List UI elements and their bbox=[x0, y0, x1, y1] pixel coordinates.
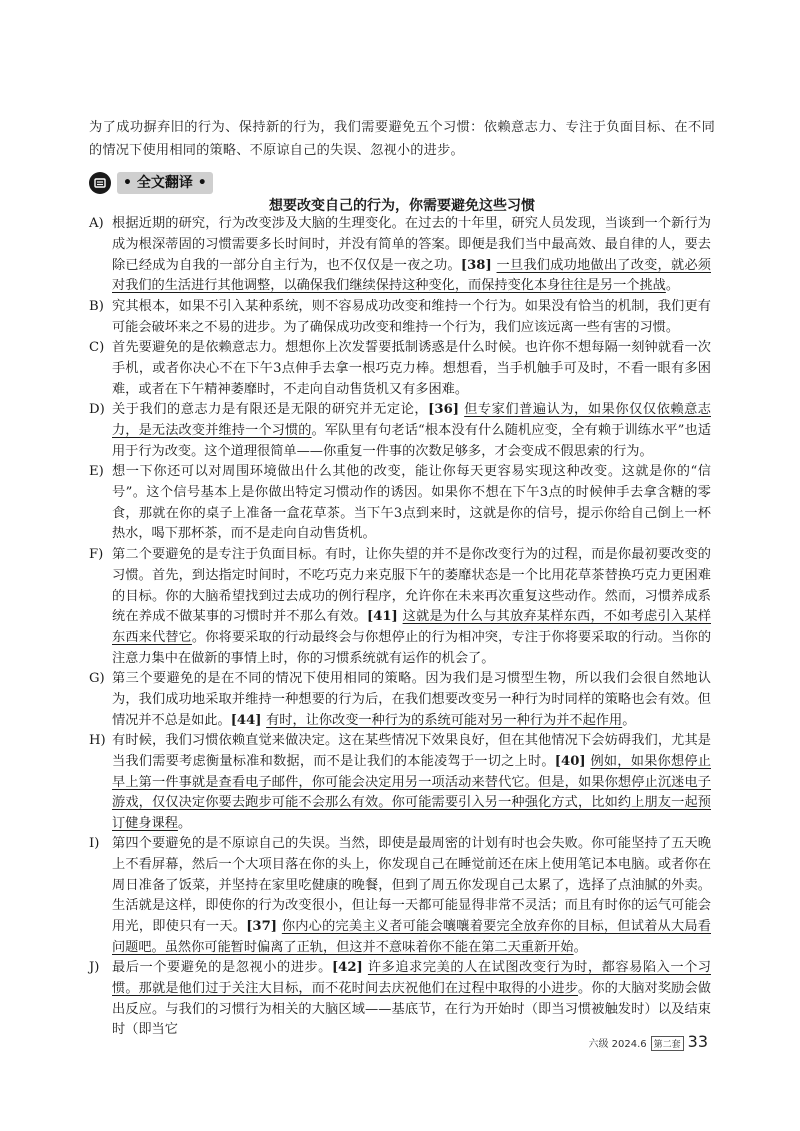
text-segment: 究其根本，如果不引入某种系统，则不容易成功改变和维持一个行为。如果没有恰当的机制，我们更有可能会破坏来之不易的进步。为了确保成功改变和维持一个行为，我们应该远离一些有害的习惯。 bbox=[112, 299, 711, 335]
question-number: [42] bbox=[331, 960, 368, 975]
paragraph-letter: E) bbox=[89, 464, 104, 479]
question-number: [41] bbox=[366, 609, 403, 625]
paragraph bbox=[89, 400, 711, 462]
underlined-answer: 但专家们普遍认为，如果你仅仅依赖意志力，是无法改变并维持一个习惯的 bbox=[112, 402, 711, 438]
underlined-answer: 例如，如果你想停止早上第一件事就是查看电子邮件，你可能会决定用另一项活动来替代它。但是，如果你想停止沉迷电子游戏，仅仅决定你要去跑步可能不会那么有效。你可能需要引入另一种强化方式，比如约上朋友一起预订健身课程 bbox=[112, 753, 711, 832]
page-number: 33 bbox=[687, 1032, 708, 1051]
paragraph bbox=[89, 669, 711, 731]
paragraph-letter: A) bbox=[89, 216, 104, 231]
question-number: [36] bbox=[428, 402, 465, 417]
paragraph bbox=[89, 338, 711, 400]
question-number: [44] bbox=[230, 712, 267, 728]
paragraph-letter: D) bbox=[89, 402, 105, 417]
paragraph-text bbox=[112, 462, 711, 545]
paragraph-text bbox=[112, 297, 711, 339]
text-segment: 第四个要避免的是不原谅自己的失误。当然，即使是最周密的计划有时也会失败。你可能坚持了五天晚上不看屏幕，然后一个大项目落在你的头上，你发现自己在睡觉前还在床上使用笔记本电脑。或者你在周日准备了饭菜，并坚持在家里吃健康的晚餐，但到了周五你发现自己太累了，选择了点油腻的外卖。生活就是这样，即使你的行为改变很小，但让每一天都可能显得非常不灵活；而且有时你的运气可能会用光，即使只有一天。 bbox=[112, 836, 711, 935]
text-segment: 。 bbox=[177, 816, 192, 832]
text-segment: 。军队里有句老话“根本没有什么随机应变，全有赖于训练水平”也适用于行为改变。这个道理很简单——你重复一件事的次数足够多，才会变成不假思索的行为。 bbox=[112, 422, 712, 459]
underlined-answer: 许多追求完美的人在试图改变行为时，都容易陷入一个习惯。那就是他们过于关注大目标，而不花时间去庆祝他们在过程中取得的小进步 bbox=[112, 960, 711, 996]
intro-paragraph: 为了成功摒弃旧的行为、保持新的行为，我们需要避免五个习惯：依赖意志力、专注于负面目标、在不同的情况下使用相同的策略、不原谅自己的失误、忽视小的进步。 bbox=[89, 120, 715, 158]
paragraph-text bbox=[112, 214, 711, 297]
text-segment: 最后一个要避免的是忽视小的进步。 bbox=[112, 960, 332, 975]
text-segment: 想一下你还可以对周围环境做出什么其他的改变，能让你每天更容易实现这种改变。这就是你的“信号”。这个信号基本上是你做出特定习惯动作的诱因。如果你不想在下午3点的时候伸手去拿含糖的零食，那就在你的桌子上准备一盒花草茶。当下午3点到来时，这就是你的信号，提示你给自己倒上一杯热水，喝下那杯茶，而不是走向自动售货机。 bbox=[112, 464, 711, 542]
text-segment: 关于我们的意志力是有限还是无限的研究并无定论， bbox=[112, 402, 429, 417]
underlined-answer: 一旦我们成功地做出了改变，就必须对我们的生活进行其他调整，以确保我们继续保持这种变化，而保持变化本身往往是另一个挑战 bbox=[112, 257, 711, 294]
question-number: [38] bbox=[460, 257, 497, 273]
paragraph bbox=[89, 958, 711, 1041]
paragraph bbox=[89, 545, 711, 670]
underlined-answer: 你内心的完美主义者可能会嚷嚷着要完全放弃你的目标，但试着从大局看问题吧。虽然你可能暂时偏离了正轨，但这并不意味着你不能在第二天重新开始 bbox=[112, 919, 711, 955]
underlined-answer: 这就是为什么与其放弃某样东西，不如考虑引入某样东西来代替它 bbox=[112, 609, 711, 646]
text-segment: 根据近期的研究，行为改变涉及大脑的生理变化。在过去的十年里，研究人员发现，当谈到一个新行为成为根深蒂固的习惯需要多长时间时，并没有简单的答案。即便是我们当中最高效、最自律的人，要去除已经成为自我的一部分自主行为，也不仅仅是一夜之功。 bbox=[112, 216, 711, 273]
article-title: 想要改变自己的行为，你需要避免这些习惯 bbox=[269, 198, 535, 214]
question-number: [40] bbox=[554, 753, 591, 769]
text-segment: 。 bbox=[665, 278, 680, 294]
paragraph bbox=[89, 297, 711, 339]
paragraph-letter: I) bbox=[89, 836, 100, 851]
paragraph-letter: H) bbox=[89, 733, 106, 748]
paragraph-letter: G) bbox=[89, 671, 105, 686]
paragraph bbox=[89, 834, 711, 959]
section-header bbox=[89, 170, 213, 196]
book-icon bbox=[93, 176, 107, 190]
text-segment: 有时候，我们习惯依赖直觉来做决定。这在某些情况下效果良好，但在其他情况下会妨碍我们，尤其是当我们需要考虑衡量标准和数据，而不是让我们的本能凌驾于一切之上时。 bbox=[112, 733, 711, 769]
text-segment: 。 bbox=[573, 939, 587, 955]
paragraph-text bbox=[112, 731, 711, 835]
paragraph-text bbox=[112, 338, 711, 400]
text-segment: 首先要避免的是依赖意志力。想想你上次发誓要抵制诱惑是什么时候。也许你不想每隔一刻钟就看一次手机，或者你决心不在下午3点伸手去拿一根巧克力棒。想想看，当手机触手可及时，不看一眼有多困难，或者在下午精神萎靡时，不走向自动售货机又有多困难。 bbox=[112, 340, 711, 397]
circle-bullet-icon bbox=[89, 172, 111, 194]
paragraph-letter: F) bbox=[89, 547, 104, 562]
paragraph-text bbox=[112, 958, 711, 1041]
footer-column: 第二套 bbox=[651, 1036, 684, 1051]
paragraph-text bbox=[112, 669, 711, 731]
paragraph bbox=[89, 214, 711, 297]
paragraph-letter: C) bbox=[89, 340, 105, 355]
text-segment: 第二个要避免的是专注于负面目标。有时，让你失望的并不是你改变行为的过程，而是你最初要改变的习惯。首先，到达指定时间时，不吃巧克力来克服下午的萎靡状态是一个比用花草茶替换巧克力更困难的目标。你的大脑希望找到过去成功的例行程序，允许你在未来再次重复这些动作。然而，习惯养成系统在养成不做某事的习惯时并不那么有效。 bbox=[112, 547, 711, 625]
text-segment: 。你将要采取的行动最终会与你想停止的行为相冲突，专注于你将要采取的行动。当你的注意力集中在做新的事情上时，你的习惯系统就有运作的机会了。 bbox=[112, 630, 712, 666]
paragraph bbox=[89, 462, 711, 545]
text-segment: 。你的大脑对奖励会做出反应。与我们的习惯行为相关的大脑区域——基底节，在行为开始时（即当习惯被触发时）以及结束时（即当它 bbox=[112, 980, 711, 1038]
paragraph-text bbox=[112, 834, 711, 959]
paragraph-letter: J) bbox=[89, 960, 100, 975]
question-number: [37] bbox=[246, 919, 282, 935]
section-label: • 全文翻译 • bbox=[117, 172, 213, 194]
paragraph-letter: B) bbox=[89, 299, 104, 314]
page-footer bbox=[588, 1032, 708, 1051]
paragraph-text bbox=[112, 400, 711, 462]
paragraph bbox=[89, 731, 711, 835]
text-segment: 第三个要避免的是在不同的情况下使用相同的策略。因为我们是习惯型生物，所以我们会很自然地认为，我们成功地采取并维持一种想要的行为后，在我们想要改变另一种行为时同样的策略也会有效。但情况并不总是如此。 bbox=[112, 671, 711, 728]
text-segment: 。 bbox=[622, 712, 636, 728]
footer-issue: 六级 2024.6 bbox=[588, 1039, 647, 1050]
paragraph-text bbox=[112, 545, 711, 670]
underlined-answer: 有时，让你改变一种行为的系统可能对另一种行为并不起作用 bbox=[266, 712, 623, 728]
